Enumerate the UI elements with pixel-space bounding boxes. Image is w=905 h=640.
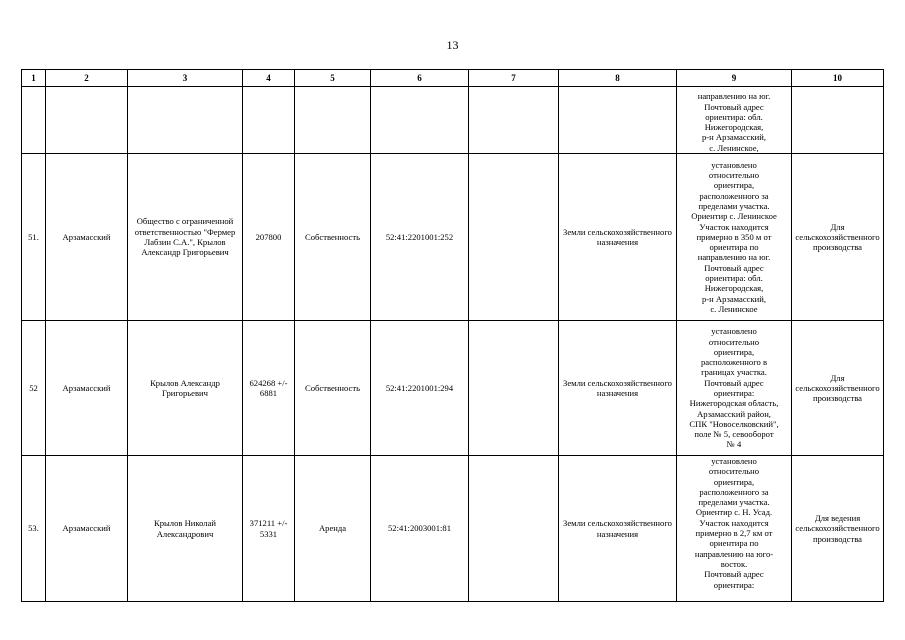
cadastral-number-cell: 52:41:2003001:81 — [371, 456, 469, 602]
location-cell — [677, 456, 792, 602]
location-line: № 4 — [726, 439, 742, 450]
location-line: Почтовый адрес — [704, 101, 764, 112]
owner-cell: Крылов Николай Александрович — [128, 456, 243, 602]
location-line: р-н Арзамасский, — [701, 132, 767, 143]
location-line: относительно — [708, 466, 760, 477]
location-line: с. Ленинское — [710, 303, 758, 314]
table-row — [22, 87, 884, 154]
owner-cell: Крылов Александр Григорьевич — [128, 321, 243, 456]
column-header: 4 — [243, 70, 295, 87]
location-line: направлению на юго- — [694, 548, 774, 559]
column-header: 8 — [559, 70, 677, 87]
column-header: 10 — [792, 70, 884, 87]
location-line: Почтовый адрес — [704, 262, 764, 273]
location-line: границах участка. — [701, 367, 767, 378]
location-line: ориентира: — [713, 388, 755, 398]
location-cell — [677, 321, 792, 456]
land-category-cell — [559, 87, 677, 154]
usage-cell: Для сельскохозяйственного производства — [792, 154, 884, 321]
location-line: Нижегородская, — [704, 283, 764, 294]
column-header: 6 — [371, 70, 469, 87]
col7-cell — [469, 87, 559, 154]
location-line: ориентира: — [713, 579, 755, 590]
area-cell: 624268 +/- 6881 — [243, 321, 295, 456]
table-row — [22, 321, 884, 456]
col7-cell — [469, 154, 559, 321]
location-line: пределами участка. — [698, 200, 770, 211]
column-header: 9 — [677, 70, 792, 87]
table-header-row — [22, 70, 884, 87]
location-line: расположенного за — [699, 190, 769, 201]
usage-cell: Для ведения сельскохозяйственного производства — [792, 456, 884, 602]
row-number — [22, 87, 46, 154]
location-line: ориентира, — [713, 180, 755, 191]
district-cell: Арзамасский — [46, 456, 128, 602]
location-line: относительно — [708, 170, 760, 181]
land-category-cell: Земли сельскохозяйственного назначения — [559, 321, 677, 456]
location-line: Нижегородская, — [704, 122, 764, 133]
location-line: восток. — [720, 558, 748, 569]
location-line: примерно в 350 м от — [696, 231, 772, 242]
column-header: 2 — [46, 70, 128, 87]
right-type-cell: Собственность — [295, 154, 371, 321]
location-line: ориентира: обл. — [705, 273, 763, 284]
land-category-cell: Земли сельскохозяйственного назначения — [559, 456, 677, 602]
district-cell — [46, 87, 128, 154]
right-type-cell — [295, 87, 371, 154]
owner-cell — [128, 87, 243, 154]
column-header: 5 — [295, 70, 371, 87]
location-line: Участок находится — [699, 221, 769, 232]
location-line: направлению на юг. — [697, 252, 771, 263]
land-category-cell: Земли сельскохозяйственного назначения — [559, 154, 677, 321]
location-line: р-н Арзамасский, — [701, 293, 767, 304]
location-line: Арзамасский район, — [697, 408, 771, 419]
location-line: поле № 5, севооборот — [694, 429, 774, 440]
location-line: установлено — [711, 326, 757, 337]
column-header: 1 — [22, 70, 46, 87]
location-cell — [677, 154, 792, 321]
location-line: примерно в 2,7 км от — [695, 528, 773, 539]
location-line: ориентира, — [713, 346, 755, 357]
row-number: 52 — [22, 321, 46, 456]
owner-cell: Общество с ограниченной ответственностью "Фермер Лабзин С.А.", Крылов Александр Григорьевич — [128, 154, 243, 321]
cadastral-number-cell — [371, 87, 469, 154]
usage-cell: Для сельскохозяйственного производства — [792, 321, 884, 456]
location-line: Почтовый адрес — [704, 377, 764, 388]
location-line: расположенного за — [699, 486, 769, 497]
location-line: ориентира по — [709, 242, 759, 253]
location-line: Ориентир с. Ленинское — [691, 211, 777, 222]
column-header: 3 — [128, 70, 243, 87]
row-number: 51. — [22, 154, 46, 321]
location-line: с. Ленинское, — [709, 142, 759, 153]
location-line: Участок находится — [699, 517, 769, 528]
location-cell — [677, 87, 792, 154]
location-line: СПК "Новоселковский", — [689, 418, 779, 429]
table-row — [22, 154, 884, 321]
table-row — [22, 456, 884, 602]
right-type-cell: Собственность — [295, 321, 371, 456]
location-line: Нижегородская область, — [689, 398, 779, 409]
area-cell — [243, 87, 295, 154]
location-line: Почтовый адрес — [704, 569, 764, 580]
district-cell: Арзамасский — [46, 154, 128, 321]
col7-cell — [469, 321, 559, 456]
col7-cell — [469, 456, 559, 602]
location-line: расположенного в — [700, 357, 768, 368]
location-line: пределами участка. — [698, 497, 770, 508]
page-number: 13 — [446, 38, 459, 52]
location-line: ориентира, — [713, 476, 755, 487]
cadastral-number-cell: 52:41:2201001:294 — [371, 321, 469, 456]
district-cell: Арзамасский — [46, 321, 128, 456]
location-line: относительно — [708, 336, 760, 347]
row-number: 53. — [22, 456, 46, 602]
location-line: установлено — [711, 159, 757, 170]
usage-cell — [792, 87, 884, 154]
area-cell: 371211 +/- 5331 — [243, 456, 295, 602]
area-cell: 207800 — [243, 154, 295, 321]
location-line: ориентира по — [709, 538, 759, 549]
column-header: 7 — [469, 70, 559, 87]
land-plots-table — [21, 69, 884, 602]
location-line: установлено — [711, 456, 757, 466]
location-line: Ориентир с. Н. Усад. — [695, 507, 773, 518]
cadastral-number-cell: 52:41:2201001:252 — [371, 154, 469, 321]
location-line: ориентира: обл. — [705, 111, 763, 122]
right-type-cell: Аренда — [295, 456, 371, 602]
location-line: направлению на юг. — [697, 91, 771, 102]
